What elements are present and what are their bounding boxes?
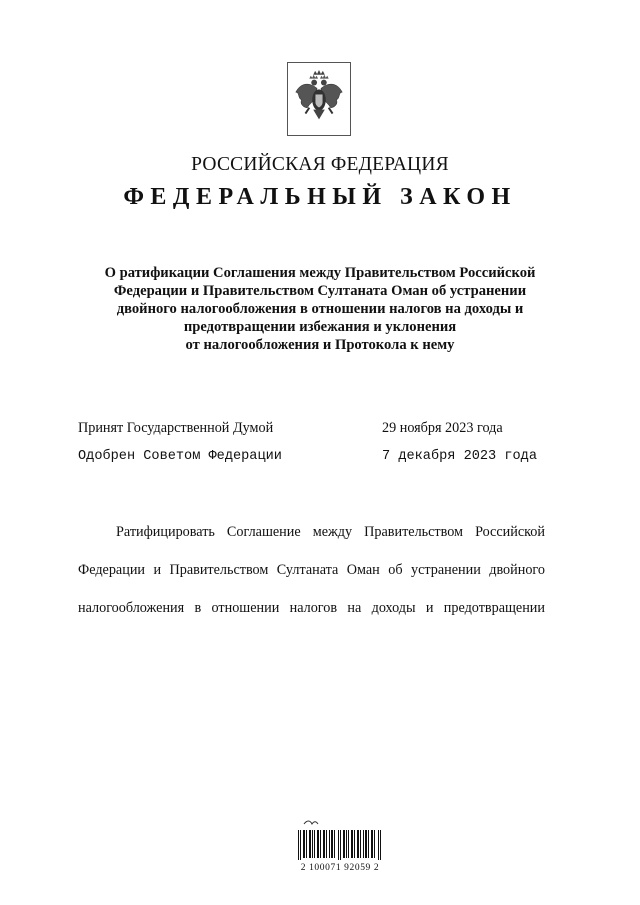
law-title-line: от налогообложения и Протокола к нему (185, 337, 455, 353)
law-title-line: Федерации и Правительством Султаната Оман об устранении (113, 283, 527, 299)
body-text-line: Ратифицировать Соглашение между Правительством Российской (116, 524, 545, 540)
duma-adoption-label: Принят Государственной Думой (78, 420, 274, 436)
council-approval-label: Одобрен Советом Федерации (78, 449, 282, 464)
body-text-line: налогообложения в отношении налогов на доходы и предотвращении (78, 600, 545, 616)
barcode-number: 2 100071 92059 2 (300, 863, 380, 873)
body-text-line: Федерации и Правительством Султаната Оман об устранении двойного (78, 562, 545, 578)
country-heading: РОССИЙСКАЯ ФЕДЕРАЦИЯ (191, 154, 449, 175)
coat-of-arms-emblem-icon (287, 62, 351, 136)
law-title-line: предотвращении избежания и уклонения (183, 319, 457, 335)
document-type-heading: ФЕДЕРАЛЬНЫЙ ЗАКОН (123, 184, 517, 210)
law-title-line: О ратификации Соглашения между Правительством Российской (104, 265, 536, 281)
law-title (60, 264, 580, 354)
law-title-line: двойного налогообложения в отношении налогов на доходы и (116, 301, 524, 317)
duma-adoption-date: 29 ноября 2023 года (382, 420, 503, 436)
council-approval-date: 7 декабря 2023 года (382, 449, 537, 464)
